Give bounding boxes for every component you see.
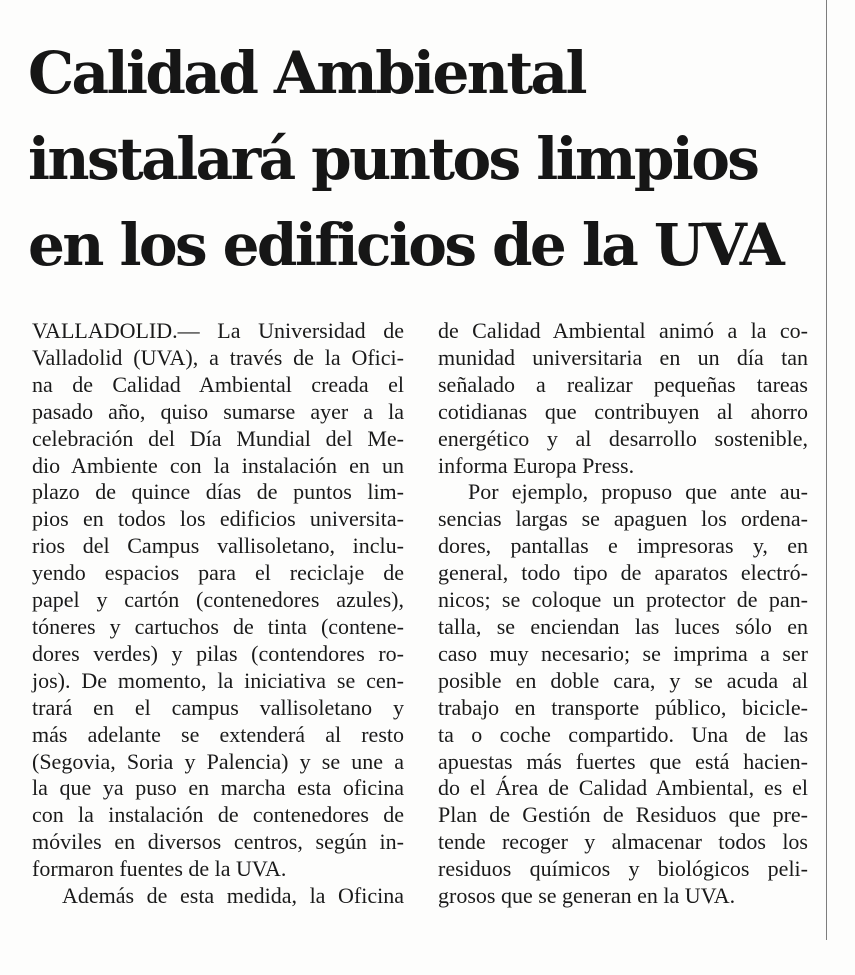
text-line: pios en todos los edificios universita-: [32, 506, 404, 532]
text-line: caso muy necesario; se imprima a ser: [438, 640, 808, 666]
text-line: trará en el campus vallisoletano y: [32, 694, 404, 720]
headline-line: Calidad Ambiental: [28, 39, 585, 107]
text-line: celebración del Día Mundial del Me-: [32, 425, 404, 451]
text-line: trabajo en transporte público, bicicle-: [438, 694, 808, 720]
text-line: talla, se enciendan las luces sólo en: [438, 613, 808, 639]
text-line: informa Europa Press.: [438, 452, 635, 478]
text-line: móviles en diversos centros, según in-: [32, 829, 404, 855]
text-line: más adelante se extenderá al resto: [32, 721, 404, 747]
text-line: sencias largas se apaguen los ordena-: [438, 506, 808, 532]
text-line: Valladolid (UVA), a través de la Ofici-: [32, 344, 404, 370]
text-line: jos). De momento, la iniciativa se cen-: [32, 667, 404, 693]
text-line: yendo espacios para el reciclaje de: [32, 560, 404, 586]
text-line: cotidianas que contribuyen al ahorro: [438, 398, 808, 424]
text-line: rios del Campus vallisoletano, inclu-: [32, 533, 404, 559]
article-column-right: [438, 318, 808, 910]
text-line: la que ya puso en marcha esta oficina: [32, 775, 404, 801]
text-line: dores, pantallas e impresoras y, en: [438, 533, 808, 559]
text-line: dio Ambiente con la instalación en un: [32, 452, 404, 478]
column-rule: [826, 0, 827, 940]
article-column-left: [32, 318, 404, 910]
text-line: formaron fuentes de la UVA.: [32, 856, 287, 882]
text-line: con la instalación de contenedores de: [32, 802, 404, 828]
text-line: apuestas más fuertes que está hacien-: [438, 748, 808, 774]
text-line: posible en doble cara, y se acuda al: [438, 667, 808, 693]
text-line: dores verdes) y pilas (contendores ro-: [32, 640, 404, 666]
text-line: VALLADOLID.— La Universidad de: [32, 318, 404, 343]
headline-line: en los edificios de la UVA: [28, 211, 783, 279]
text-line: papel y cartón (contenedores azules),: [32, 587, 404, 613]
text-line: Por ejemplo, propuso que ante au-: [468, 479, 808, 505]
text-line: pasado año, quiso sumarse ayer a la: [32, 398, 404, 424]
text-line: tóneres y cartuchos de tinta (contene-: [32, 613, 404, 639]
headline: [28, 30, 818, 288]
text-line: tende recoger y almacenar todos los: [438, 829, 808, 855]
text-line: de Calidad Ambiental animó a la co-: [438, 318, 808, 343]
headline-line: instalará puntos limpios: [28, 125, 758, 193]
text-line: ta o coche compartido. Una de las: [438, 721, 808, 747]
text-line: Plan de Gestión de Residuos que pre-: [438, 802, 808, 828]
text-line: munidad universitaria en un día tan: [438, 344, 808, 370]
text-line: (Segovia, Soria y Palencia) y se une a: [32, 748, 404, 774]
text-line: energético y al desarrollo sostenible,: [438, 425, 808, 451]
text-line: na de Calidad Ambiental creada el: [32, 371, 404, 397]
text-line: señalado a realizar pequeñas tareas: [438, 371, 808, 397]
text-line: general, todo tipo de aparatos electró-: [438, 560, 808, 586]
text-line: Además de esta medida, la Oficina: [62, 883, 404, 909]
text-line: residuos químicos y biológicos peli-: [438, 856, 808, 882]
text-line: do el Área de Calidad Ambiental, es el: [438, 775, 808, 801]
text-line: grosos que se generan en la UVA.: [438, 883, 736, 909]
text-line: nicos; se coloque un protector de pan-: [438, 587, 808, 613]
text-line: plazo de quince días de puntos lim-: [32, 479, 404, 505]
